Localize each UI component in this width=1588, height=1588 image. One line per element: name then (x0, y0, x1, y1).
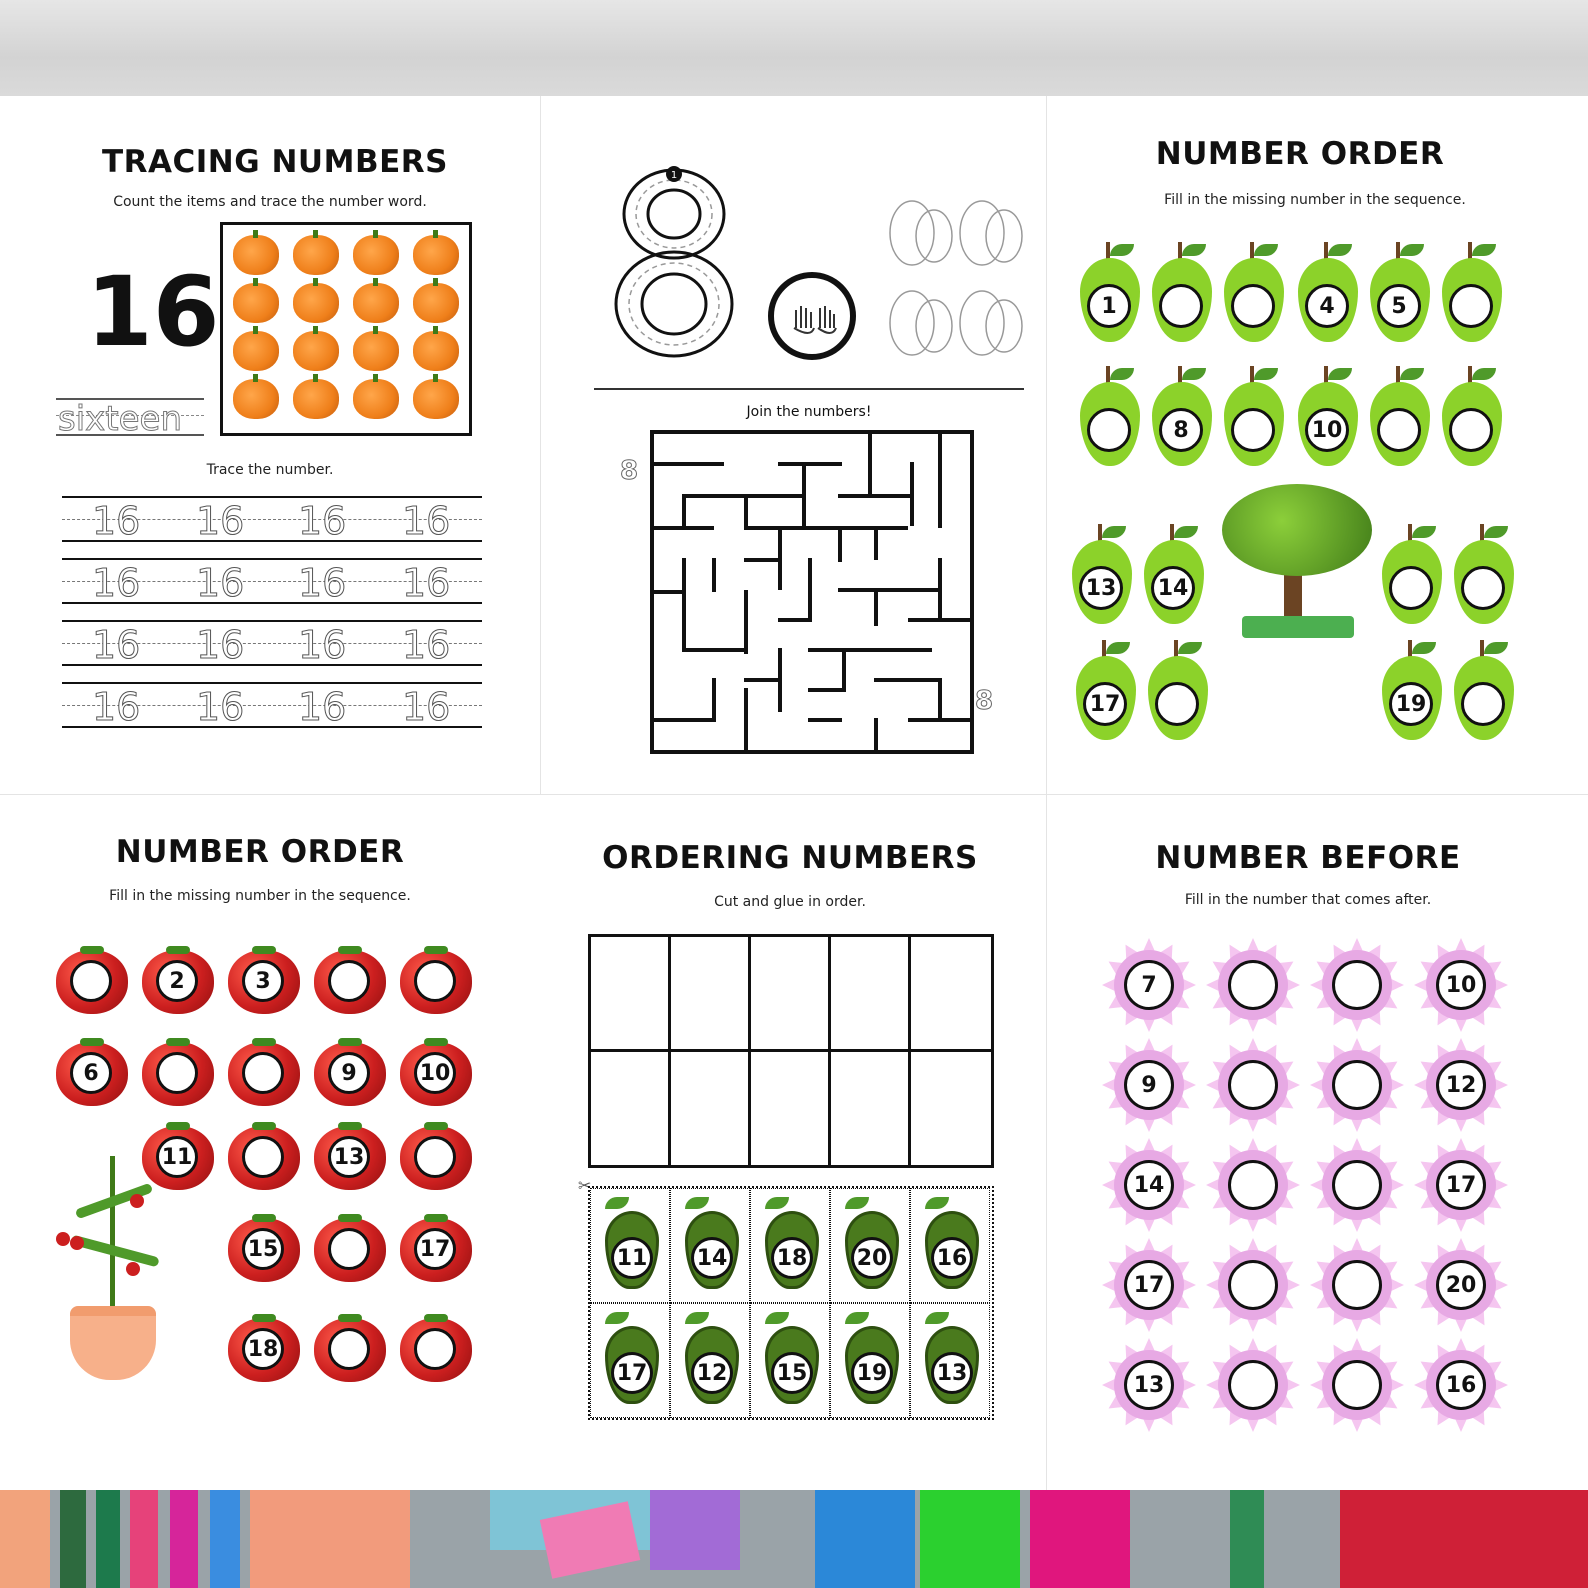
trace-digit: 16 (92, 623, 141, 667)
number-slot[interactable] (328, 1228, 370, 1270)
flower-number (1414, 1338, 1508, 1432)
panel-title: ORDERING NUMBERS (602, 840, 978, 876)
number-slot: 18 (771, 1237, 813, 1279)
number-slot: 4 (1305, 284, 1349, 328)
pear (1450, 524, 1516, 626)
pumpkin-icon (353, 235, 399, 275)
trace-digit: 16 (92, 499, 141, 543)
pear (1378, 640, 1444, 742)
flower-number (1206, 1338, 1300, 1432)
cut-out-cards (588, 1186, 994, 1420)
panel-title: TRACING NUMBERS (102, 144, 448, 180)
number-slot: 16 (931, 1237, 973, 1279)
tomato (228, 950, 300, 1014)
number-slot: 13 (1124, 1360, 1174, 1410)
pear (1438, 366, 1504, 468)
trace-digit: 16 (298, 685, 347, 729)
number-slot: 19 (1389, 682, 1433, 726)
trace-row[interactable] (62, 620, 482, 666)
pumpkin-icon (353, 283, 399, 323)
number-slot: 9 (1124, 1060, 1174, 1110)
number-slot: 13 (328, 1136, 370, 1178)
panel-subtitle: Cut and glue in order. (714, 894, 866, 910)
number-slot[interactable] (1332, 1360, 1382, 1410)
number-slot: 6 (70, 1052, 112, 1094)
pumpkin-icon (293, 379, 339, 419)
pear (1076, 242, 1142, 344)
number-slot: 18 (242, 1328, 284, 1370)
hands-count-icon (768, 272, 856, 360)
flower-number (1102, 1138, 1196, 1232)
trace-digit: 16 (402, 685, 451, 729)
tomato (400, 1126, 472, 1190)
trace-label: Trace the number. (206, 462, 334, 478)
trace-digit: 16 (402, 623, 451, 667)
number-slot[interactable] (1461, 566, 1505, 610)
number-slot: 14 (1124, 1160, 1174, 1210)
number-slot: 14 (691, 1237, 733, 1279)
number-slot[interactable] (1389, 566, 1433, 610)
pumpkin-icon (413, 283, 459, 323)
number-slot[interactable] (1155, 682, 1199, 726)
tomato (314, 1126, 386, 1190)
glue-cell[interactable] (831, 937, 911, 1052)
number-slot[interactable] (242, 1052, 284, 1094)
maze-end-digit: 8 (975, 686, 994, 716)
trace-digit: 16 (298, 561, 347, 605)
number-slot[interactable] (1449, 284, 1493, 328)
pumpkin-icon (293, 331, 339, 371)
pumpkin-icon (233, 283, 279, 323)
number-slot: 15 (771, 1352, 813, 1394)
pumpkin-icon (413, 379, 459, 419)
pear (1294, 242, 1360, 344)
panel-subtitle: Fill in the missing number in the sequence. (1164, 192, 1466, 208)
trace-digit: 16 (298, 623, 347, 667)
number-slot: 1 (1087, 284, 1131, 328)
number-slot: 13 (1079, 566, 1123, 610)
number-word-trace: sixteen (58, 399, 182, 439)
flower-number (1310, 1038, 1404, 1132)
flower-number (1206, 1138, 1300, 1232)
number-card[interactable] (750, 1303, 830, 1418)
pear (1438, 242, 1504, 344)
tomato (314, 1218, 386, 1282)
tomato (228, 1126, 300, 1190)
marble-background-top (0, 0, 1588, 96)
panel-title: NUMBER BEFORE (1155, 840, 1461, 876)
tomato-plant-icon (54, 1156, 174, 1386)
tomato (314, 1318, 386, 1382)
number-slot[interactable] (1228, 1060, 1278, 1110)
pear (1076, 366, 1142, 468)
panel-title: NUMBER ORDER (1155, 136, 1445, 172)
pumpkin-count-box (220, 222, 472, 436)
divider (540, 96, 541, 794)
flower-number (1206, 1238, 1300, 1332)
panel-subtitle: Fill in the number that comes after. (1184, 892, 1432, 908)
tomato (56, 1042, 128, 1106)
maze[interactable] (650, 430, 974, 754)
flower-number (1310, 938, 1404, 1032)
number-slot: 17 (1124, 1260, 1174, 1310)
divider (1046, 96, 1047, 1490)
flower-number (1414, 1238, 1508, 1332)
glue-cell[interactable] (671, 1052, 751, 1167)
flower-number (1102, 1038, 1196, 1132)
pear (1220, 242, 1286, 344)
number-card[interactable] (910, 1188, 990, 1303)
tomato (56, 950, 128, 1014)
number-slot[interactable] (1228, 1360, 1278, 1410)
pear (1068, 524, 1134, 626)
trace-digit: 16 (196, 499, 245, 543)
scissors-icon: ✂ (578, 1176, 592, 1195)
number-slot: 19 (851, 1352, 893, 1394)
flower-number (1414, 1038, 1508, 1132)
pumpkin-icon (353, 379, 399, 419)
number-slot: 20 (1436, 1260, 1486, 1310)
number-slot: 10 (414, 1052, 456, 1094)
number-slot[interactable] (1332, 1060, 1382, 1110)
number-slot[interactable] (1332, 960, 1382, 1010)
tomato (314, 1042, 386, 1106)
number-slot[interactable] (1228, 1160, 1278, 1210)
eight-tracing-icon (610, 164, 740, 364)
tomato (400, 1318, 472, 1382)
number-slot[interactable] (1449, 408, 1493, 452)
pear (1144, 640, 1210, 742)
number-slot[interactable] (1159, 284, 1203, 328)
glue-cell[interactable] (671, 937, 751, 1052)
number-slot: 10 (1436, 960, 1486, 1010)
pumpkin-icon (413, 235, 459, 275)
pear (1294, 366, 1360, 468)
number-card[interactable] (670, 1303, 750, 1418)
number-slot[interactable] (1228, 960, 1278, 1010)
number-slot[interactable] (414, 1136, 456, 1178)
number-slot: 20 (851, 1237, 893, 1279)
tomato (142, 950, 214, 1014)
pear (1450, 640, 1516, 742)
tomato (228, 1218, 300, 1282)
number-slot: 11 (156, 1136, 198, 1178)
number-slot: 14 (1151, 566, 1195, 610)
pumpkin-icon (353, 331, 399, 371)
number-slot: 17 (611, 1352, 653, 1394)
glue-cell[interactable] (591, 937, 671, 1052)
number-slot: 9 (328, 1052, 370, 1094)
number-slot[interactable] (1231, 408, 1275, 452)
glue-cell[interactable] (831, 1052, 911, 1167)
flower-number (1102, 1238, 1196, 1332)
number-slot[interactable] (1461, 682, 1505, 726)
worksheet-collage (0, 96, 1588, 1490)
maze-start-digit: 8 (620, 456, 639, 486)
desk-background-bottom (0, 1490, 1588, 1588)
flower-number (1102, 938, 1196, 1032)
number-card[interactable] (750, 1188, 830, 1303)
big-number: 16 (86, 256, 220, 368)
pumpkin-icon (293, 283, 339, 323)
number-slot[interactable] (1231, 284, 1275, 328)
pear (1378, 524, 1444, 626)
glue-cell[interactable] (911, 1052, 991, 1167)
flower-number (1310, 1238, 1404, 1332)
number-slot: 8 (1159, 408, 1203, 452)
number-slot[interactable] (414, 1328, 456, 1370)
number-slot: 17 (414, 1228, 456, 1270)
svg-text:1: 1 (670, 170, 678, 181)
trace-digit: 16 (196, 623, 245, 667)
number-slot: 13 (931, 1352, 973, 1394)
pumpkin-icon (233, 379, 279, 419)
pear (1148, 366, 1214, 468)
trace-digit: 16 (298, 499, 347, 543)
flower-number (1414, 938, 1508, 1032)
number-slot: 11 (611, 1237, 653, 1279)
flower-number (1206, 1038, 1300, 1132)
number-slot: 3 (242, 960, 284, 1002)
glue-grid[interactable] (588, 934, 994, 1168)
pear (1140, 524, 1206, 626)
flower-number (1414, 1138, 1508, 1232)
number-slot: 2 (156, 960, 198, 1002)
number-word-line (56, 398, 204, 439)
number-slot[interactable] (1228, 1260, 1278, 1310)
pear (1366, 242, 1432, 344)
panel-subtitle: Fill in the missing number in the sequence. (109, 888, 411, 904)
mango-outline-icon (882, 188, 1032, 368)
number-card[interactable] (670, 1188, 750, 1303)
trace-digit: 16 (402, 499, 451, 543)
number-slot[interactable] (328, 1328, 370, 1370)
tomato (400, 1218, 472, 1282)
flower-number (1206, 938, 1300, 1032)
tomato (142, 1042, 214, 1106)
number-card[interactable] (590, 1303, 670, 1418)
trace-digit: 16 (402, 561, 451, 605)
trace-row[interactable] (62, 682, 482, 728)
pumpkin-icon (233, 331, 279, 371)
glue-cell[interactable] (751, 1052, 831, 1167)
number-slot: 10 (1305, 408, 1349, 452)
number-slot: 17 (1436, 1160, 1486, 1210)
number-slot[interactable] (1332, 1160, 1382, 1210)
number-slot: 12 (1436, 1060, 1486, 1110)
trace-digit: 16 (196, 561, 245, 605)
pear (1072, 640, 1138, 742)
number-slot: 5 (1377, 284, 1421, 328)
number-slot: 12 (691, 1352, 733, 1394)
number-slot: 16 (1436, 1360, 1486, 1410)
number-slot[interactable] (1377, 408, 1421, 452)
number-slot[interactable] (1332, 1260, 1382, 1310)
trace-row[interactable] (62, 496, 482, 542)
tomato (314, 950, 386, 1014)
tomato (400, 950, 472, 1014)
tomato (228, 1042, 300, 1106)
divider (0, 794, 1588, 795)
trace-digit: 16 (196, 685, 245, 729)
tomato (228, 1318, 300, 1382)
pear (1148, 242, 1214, 344)
glue-cell[interactable] (591, 1052, 671, 1167)
join-label: Join the numbers! (746, 404, 872, 420)
panel-title: NUMBER ORDER (115, 834, 405, 870)
flower-number (1310, 1338, 1404, 1432)
number-slot[interactable] (1087, 408, 1131, 452)
number-slot[interactable] (328, 960, 370, 1002)
pear (1366, 366, 1432, 468)
number-card[interactable] (590, 1188, 670, 1303)
pear (1220, 366, 1286, 468)
number-slot[interactable] (156, 1052, 198, 1094)
number-slot[interactable] (70, 960, 112, 1002)
number-card[interactable] (830, 1188, 910, 1303)
trace-digit: 16 (92, 561, 141, 605)
pumpkin-icon (293, 235, 339, 275)
trace-row[interactable] (62, 558, 482, 604)
number-slot: 17 (1083, 682, 1127, 726)
number-slot[interactable] (414, 960, 456, 1002)
pumpkin-icon (233, 235, 279, 275)
number-slot[interactable] (242, 1136, 284, 1178)
trace-digit: 16 (92, 685, 141, 729)
pumpkin-icon (413, 331, 459, 371)
number-card[interactable] (830, 1303, 910, 1418)
glue-cell[interactable] (911, 937, 991, 1052)
flower-number (1102, 1338, 1196, 1432)
panel-subtitle: Count the items and trace the number word. (113, 194, 427, 210)
glue-cell[interactable] (751, 937, 831, 1052)
number-card[interactable] (910, 1303, 990, 1418)
flower-number (1310, 1138, 1404, 1232)
tomato (400, 1042, 472, 1106)
number-slot: 7 (1124, 960, 1174, 1010)
pear-tree-icon (1222, 484, 1382, 638)
section-divider (594, 388, 1024, 390)
number-slot: 15 (242, 1228, 284, 1270)
